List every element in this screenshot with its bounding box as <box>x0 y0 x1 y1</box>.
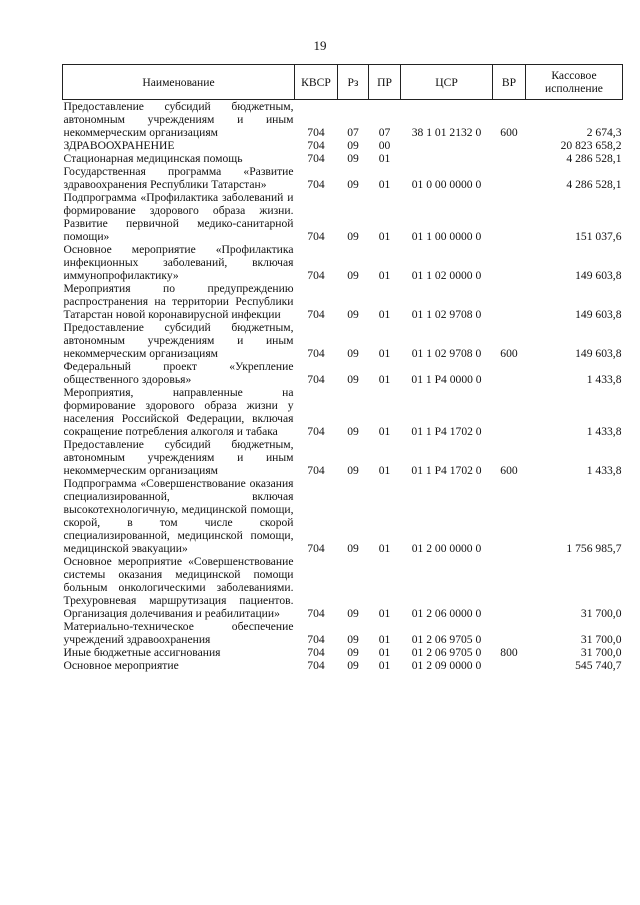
cell-rz: 09 <box>347 646 359 659</box>
header-vr: ВР <box>493 65 526 100</box>
cell-rz: 09 <box>347 425 359 438</box>
cell-kvsr: 704 <box>307 646 325 659</box>
cell-csr: 01 2 06 9705 0 <box>411 633 482 646</box>
header-rz: Рз <box>338 65 369 100</box>
cell-kvsr: 704 <box>307 607 325 620</box>
cell-pr: 01 <box>378 542 391 555</box>
cell-rz: 09 <box>347 542 359 555</box>
table-row <box>63 646 623 659</box>
cell-rz: 09 <box>347 659 359 672</box>
cell-vr <box>493 620 526 646</box>
header-pr: ПР <box>369 65 401 100</box>
cell-kvsr: 704 <box>307 230 325 243</box>
cell-name: Стационарная медицинская помощь <box>63 152 243 165</box>
budget-table <box>62 64 623 672</box>
cell-pr: 01 <box>378 607 391 620</box>
cell-csr: 01 1 02 9708 0 <box>411 308 482 321</box>
cell-vr <box>493 282 526 321</box>
cell-name: Государственная программа «Развитие здравоохранения Республики Татарстан» <box>63 165 294 191</box>
cell-rz: 09 <box>347 178 359 191</box>
cell-vr <box>493 555 526 620</box>
cell-exec: 31 700,0 <box>580 646 622 659</box>
cell-kvsr: 704 <box>307 152 325 165</box>
cell-vr <box>493 386 526 438</box>
cell-exec: 149 603,8 <box>575 308 622 321</box>
page-number: 19 <box>313 38 327 53</box>
cell-name: Мероприятия по предупреждению распространения на территории Республики Татарстан новой коронавирусной инфекции <box>63 282 294 321</box>
cell-csr: 01 2 00 0000 0 <box>411 542 482 555</box>
cell-rz: 09 <box>347 139 359 152</box>
cell-rz: 09 <box>347 347 359 360</box>
cell-csr: 01 1 P4 0000 0 <box>411 373 482 386</box>
cell-kvsr: 704 <box>307 542 325 555</box>
cell-csr: 01 2 06 9705 0 <box>411 646 482 659</box>
cell-csr: 01 2 06 0000 0 <box>411 607 482 620</box>
cell-vr <box>493 152 526 165</box>
cell-vr <box>493 191 526 243</box>
cell-pr: 01 <box>378 230 391 243</box>
table-row <box>63 191 623 243</box>
cell-exec: 31 700,0 <box>580 607 622 620</box>
cell-vr <box>493 659 526 672</box>
cell-pr: 07 <box>378 126 391 139</box>
cell-csr: 01 1 P4 1702 0 <box>411 464 482 477</box>
cell-name: Предоставление субсидий бюджетным, автономным учреждениям и иным некоммерческим организациям <box>63 100 294 139</box>
cell-csr: 38 1 01 2132 0 <box>411 126 482 139</box>
table-row <box>63 139 623 152</box>
cell-csr: 01 2 09 0000 0 <box>411 659 482 672</box>
cell-name: Основное мероприятие «Профилактика инфекционных заболеваний, включая иммунопрофилактику» <box>63 243 294 282</box>
cell-exec: 20 823 658,2 <box>560 139 622 152</box>
cell-kvsr: 704 <box>307 126 325 139</box>
table-row <box>63 386 623 438</box>
cell-pr: 01 <box>378 269 391 282</box>
cell-kvsr: 704 <box>307 269 325 282</box>
cell-vr <box>493 139 526 152</box>
header-exec: Кассовое исполнение <box>526 65 623 100</box>
cell-rz: 09 <box>347 633 359 646</box>
cell-vr <box>493 360 526 386</box>
cell-kvsr: 704 <box>307 464 325 477</box>
cell-kvsr: 704 <box>307 373 325 386</box>
header-kvsr: КВСР <box>295 65 338 100</box>
cell-exec: 2 674,3 <box>586 126 622 139</box>
table-row <box>63 165 623 191</box>
cell-kvsr: 704 <box>307 347 325 360</box>
cell-exec: 151 037,6 <box>575 230 622 243</box>
cell-rz: 09 <box>347 152 359 165</box>
table-row <box>63 243 623 282</box>
cell-pr: 01 <box>378 178 391 191</box>
header-csr: ЦСР <box>401 65 493 100</box>
table-header <box>63 65 623 100</box>
table-row <box>63 100 623 140</box>
cell-csr: 01 0 00 0000 0 <box>411 178 482 191</box>
cell-kvsr: 704 <box>307 633 325 646</box>
table-row <box>63 477 623 555</box>
cell-exec: 1 433,8 <box>586 373 622 386</box>
cell-exec: 1 433,8 <box>586 425 622 438</box>
table-body <box>63 100 623 673</box>
table-row <box>63 152 623 165</box>
header-name: Наименование <box>63 65 295 100</box>
cell-name: Предоставление субсидий бюджетным, автономным учреждениям и иным некоммерческим организациям <box>63 321 294 360</box>
cell-name: Мероприятия, направленные на формирование здорового образа жизни у населения Российской Федерации, включая сокращение потребления алкоголя и табака <box>63 386 294 438</box>
cell-pr: 01 <box>378 308 391 321</box>
cell-pr: 01 <box>378 347 391 360</box>
cell-rz: 07 <box>347 126 359 139</box>
cell-name: Основное мероприятие «Совершенствование системы оказания медицинской помощи больным онкологическими заболеваниями. Трехуровневая маршрутизация пациентов. Организация долечивания и реабилитации» <box>63 555 294 620</box>
cell-rz: 09 <box>347 230 359 243</box>
cell-kvsr: 704 <box>307 178 325 191</box>
cell-name: Федеральный проект «Укрепление общественного здоровья» <box>63 360 294 386</box>
cell-csr <box>401 139 493 152</box>
cell-kvsr: 704 <box>307 308 325 321</box>
cell-pr: 01 <box>378 633 391 646</box>
cell-pr: 01 <box>378 464 391 477</box>
table-row <box>63 321 623 360</box>
cell-vr: 600 <box>500 347 518 360</box>
cell-kvsr: 704 <box>307 139 325 152</box>
cell-pr: 01 <box>378 659 391 672</box>
cell-name: Основное мероприятие <box>63 659 179 672</box>
cell-vr <box>493 165 526 191</box>
cell-rz: 09 <box>347 607 359 620</box>
cell-vr: 600 <box>500 464 518 477</box>
table-row <box>63 360 623 386</box>
cell-rz: 09 <box>347 373 359 386</box>
cell-name: Предоставление субсидий бюджетным, автономным учреждениям и иным некоммерческим организациям <box>63 438 294 477</box>
cell-name: ЗДРАВООХРАНЕНИЕ <box>63 139 175 152</box>
cell-pr: 01 <box>378 646 391 659</box>
cell-exec: 149 603,8 <box>575 269 622 282</box>
cell-exec: 545 740,7 <box>575 659 622 672</box>
cell-pr: 01 <box>378 152 391 165</box>
cell-vr <box>493 477 526 555</box>
cell-name: Иные бюджетные ассигнования <box>63 646 221 659</box>
cell-exec: 1 756 985,7 <box>566 542 622 555</box>
cell-exec: 149 603,8 <box>575 347 622 360</box>
cell-vr <box>493 243 526 282</box>
cell-pr: 01 <box>378 373 391 386</box>
cell-csr: 01 1 02 0000 0 <box>411 269 482 282</box>
cell-kvsr: 704 <box>307 425 325 438</box>
cell-name: Подпрограмма «Профилактика заболеваний и формирование здорового образа жизни. Развитие первичной медико-санитарной помощи» <box>63 191 294 243</box>
cell-rz: 09 <box>347 464 359 477</box>
cell-csr: 01 1 02 9708 0 <box>411 347 482 360</box>
cell-pr: 01 <box>378 425 391 438</box>
cell-exec: 4 286 528,1 <box>566 152 622 165</box>
cell-kvsr: 704 <box>307 659 325 672</box>
cell-rz: 09 <box>347 308 359 321</box>
cell-pr: 00 <box>378 139 391 152</box>
cell-name: Подпрограмма «Совершенствование оказания специализированной, включая высокотехнологичную, медицинской помощи, скорой, в том числе скорой специализированной, медицинской помощи, медицинской эвакуации» <box>63 477 294 555</box>
cell-vr: 800 <box>500 646 518 659</box>
table-row <box>63 659 623 672</box>
cell-exec: 31 700,0 <box>580 633 622 646</box>
cell-vr: 600 <box>500 126 518 139</box>
table-row <box>63 620 623 646</box>
cell-name: Материально-техническое обеспечение учреждений здравоохранения <box>63 620 294 646</box>
cell-exec: 1 433,8 <box>586 464 622 477</box>
cell-csr: 01 1 P4 1702 0 <box>411 425 482 438</box>
table-row <box>63 282 623 321</box>
table-row <box>63 438 623 477</box>
cell-exec: 4 286 528,1 <box>566 178 622 191</box>
cell-rz: 09 <box>347 269 359 282</box>
cell-csr: 01 1 00 0000 0 <box>411 230 482 243</box>
table-row <box>63 555 623 620</box>
cell-csr <box>401 152 493 165</box>
